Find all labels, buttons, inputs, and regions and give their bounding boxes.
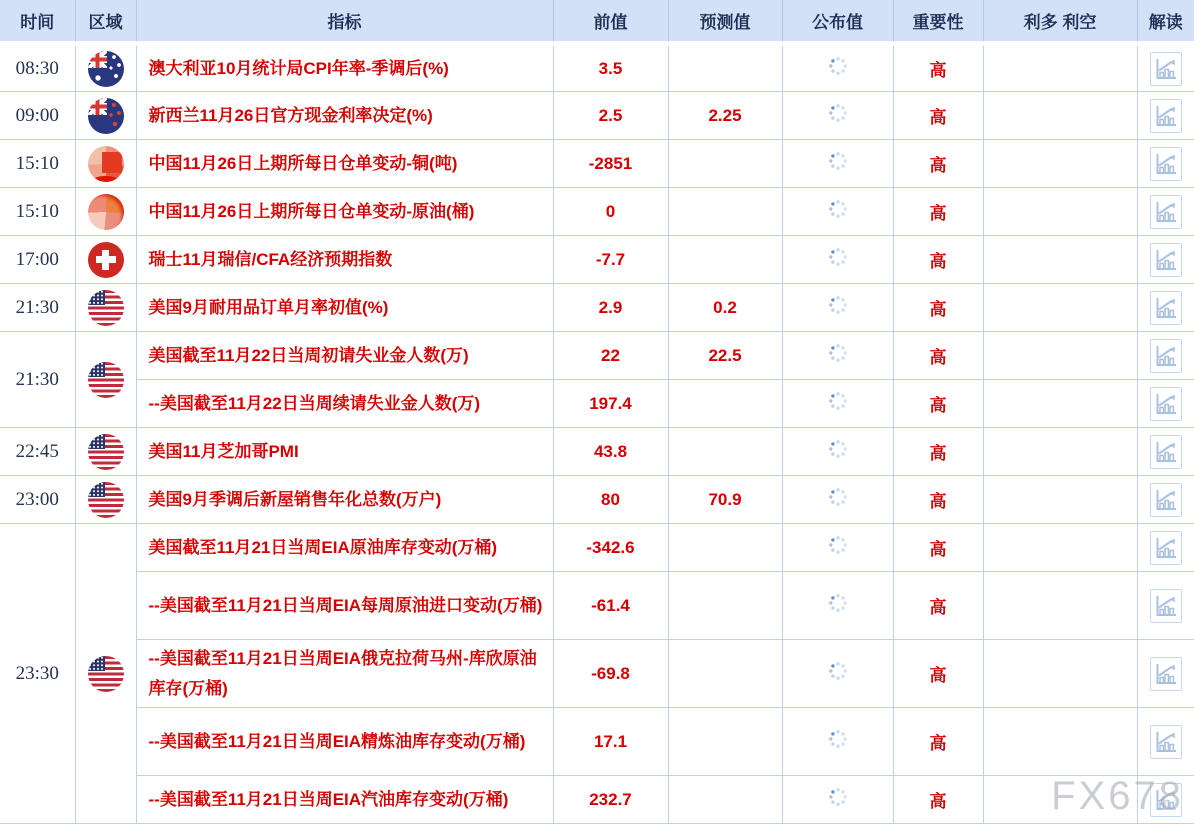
loading-spinner-icon — [828, 295, 848, 315]
bull-bear-cell — [983, 188, 1137, 236]
bull-bear-cell — [983, 524, 1137, 572]
bull-bear-cell — [983, 44, 1137, 92]
previous-value: 232.7 — [553, 776, 668, 824]
bar-chart-icon — [1154, 248, 1178, 272]
region-cell — [75, 428, 136, 476]
header-row — [0, 0, 1194, 44]
indicator-link[interactable]: 澳大利亚10月统计局CPI年率-季调后(%) — [148, 58, 449, 78]
bull-bear-cell — [983, 708, 1137, 776]
published-value-cell — [782, 284, 893, 332]
previous-value: 22 — [553, 332, 668, 380]
col-header-previous: 前值 — [553, 0, 668, 44]
interpret-cell — [1137, 188, 1194, 236]
region-cell — [75, 188, 136, 236]
forecast-value — [668, 776, 782, 824]
usa-flag-icon — [88, 290, 124, 326]
published-value-cell — [782, 640, 893, 708]
bar-chart-icon — [1154, 296, 1178, 320]
col-header-region: 区域 — [75, 0, 136, 44]
bar-chart-icon — [1154, 488, 1178, 512]
bar-chart-icon — [1154, 104, 1178, 128]
time-cell: 15:10 — [0, 140, 75, 188]
forecast-value — [668, 188, 782, 236]
table-row — [0, 188, 1194, 236]
previous-value: -61.4 — [553, 572, 668, 640]
bull-bear-cell — [983, 640, 1137, 708]
indicator-cell — [136, 776, 553, 824]
bull-bear-cell — [983, 284, 1137, 332]
previous-value: 0 — [553, 188, 668, 236]
previous-value: 2.5 — [553, 92, 668, 140]
indicator-link[interactable]: --美国截至11月21日当周EIA精炼油库存变动(万桶) — [148, 731, 526, 751]
previous-value: 3.5 — [553, 44, 668, 92]
time-cell: 23:00 — [0, 476, 75, 524]
chart-detail-button[interactable] — [1150, 291, 1182, 325]
chart-detail-button[interactable] — [1150, 589, 1182, 623]
forecast-value: 2.25 — [668, 92, 782, 140]
chart-detail-button[interactable] — [1150, 483, 1182, 517]
forecast-value — [668, 236, 782, 284]
time-cell: 21:30 — [0, 284, 75, 332]
forecast-value: 70.9 — [668, 476, 782, 524]
indicator-cell — [136, 44, 553, 92]
published-value-cell — [782, 236, 893, 284]
time-cell: 22:45 — [0, 428, 75, 476]
col-header-bull-bear: 利多 利空 — [983, 0, 1137, 44]
importance-value: 高 — [893, 44, 983, 92]
importance-value: 高 — [893, 188, 983, 236]
interpret-cell — [1137, 476, 1194, 524]
importance-value: 高 — [893, 380, 983, 428]
indicator-cell — [136, 572, 553, 640]
table-row — [0, 140, 1194, 188]
chart-detail-button[interactable] — [1150, 195, 1182, 229]
previous-value: -7.7 — [553, 236, 668, 284]
time-cell: 15:10 — [0, 188, 75, 236]
forecast-value — [668, 640, 782, 708]
table-row — [0, 524, 1194, 572]
indicator-link[interactable]: --美国截至11月22日当周续请失业金人数(万) — [148, 393, 481, 413]
bar-chart-icon — [1154, 662, 1178, 686]
table-row — [0, 284, 1194, 332]
indicator-cell — [136, 476, 553, 524]
new-zealand-flag-icon — [88, 98, 124, 134]
usa-flag-icon — [88, 362, 124, 398]
chart-detail-button[interactable] — [1150, 339, 1182, 373]
col-header-interpret: 解读 — [1137, 0, 1194, 44]
time-cell: 08:30 — [0, 44, 75, 92]
importance-value: 高 — [893, 524, 983, 572]
indicator-cell — [136, 188, 553, 236]
published-value-cell — [782, 476, 893, 524]
indicator-cell — [136, 640, 553, 708]
loading-spinner-icon — [828, 391, 848, 411]
indicator-link[interactable]: 美国截至11月22日当周初请失业金人数(万) — [148, 345, 469, 365]
forecast-value — [668, 572, 782, 640]
loading-spinner-icon — [828, 56, 848, 76]
importance-value: 高 — [893, 428, 983, 476]
col-header-published: 公布值 — [782, 0, 893, 44]
indicator-link[interactable]: 中国11月26日上期所每日仓单变动-铜(吨) — [148, 153, 458, 173]
importance-value: 高 — [893, 92, 983, 140]
bar-chart-icon — [1154, 730, 1178, 754]
indicator-link[interactable]: --美国截至11月21日当周EIA每周原油进口变动(万桶) — [148, 595, 543, 615]
interpret-cell — [1137, 524, 1194, 572]
indicator-cell — [136, 92, 553, 140]
loading-spinner-icon — [828, 199, 848, 219]
chart-detail-button[interactable] — [1150, 435, 1182, 469]
importance-value: 高 — [893, 284, 983, 332]
published-value-cell — [782, 44, 893, 92]
indicator-link[interactable]: --美国截至11月21日当周EIA俄克拉荷马州-库欣原油库存(万桶) — [148, 648, 537, 698]
published-value-cell — [782, 428, 893, 476]
bull-bear-cell — [983, 332, 1137, 380]
col-header-time: 时间 — [0, 0, 75, 44]
loading-spinner-icon — [828, 661, 848, 681]
table-row — [0, 380, 1194, 428]
interpret-cell — [1137, 140, 1194, 188]
forecast-value: 22.5 — [668, 332, 782, 380]
australia-flag-icon — [88, 51, 124, 87]
loading-spinner-icon — [828, 487, 848, 507]
importance-value: 高 — [893, 640, 983, 708]
indicator-cell — [136, 140, 553, 188]
chart-detail-button[interactable] — [1150, 243, 1182, 277]
indicator-link[interactable]: 中国11月26日上期所每日仓单变动-原油(桶) — [148, 201, 475, 221]
loading-spinner-icon — [828, 343, 848, 363]
previous-value: -342.6 — [553, 524, 668, 572]
usa-flag-icon — [88, 656, 124, 692]
indicator-link[interactable]: 新西兰11月26日官方现金利率决定(%) — [148, 105, 433, 125]
indicator-cell — [136, 332, 553, 380]
region-cell — [75, 92, 136, 140]
chart-detail-button[interactable] — [1150, 99, 1182, 133]
indicator-link[interactable]: 美国11月芝加哥PMI — [148, 441, 299, 461]
indicator-link[interactable]: 瑞士11月瑞信/CFA经济预期指数 — [148, 249, 393, 269]
indicator-cell — [136, 708, 553, 776]
time-cell: 17:00 — [0, 236, 75, 284]
bar-chart-icon — [1154, 392, 1178, 416]
region-cell — [75, 332, 136, 428]
chart-detail-button[interactable] — [1150, 387, 1182, 421]
time-cell: 21:30 — [0, 332, 75, 428]
interpret-cell — [1137, 44, 1194, 92]
interpret-cell — [1137, 640, 1194, 708]
published-value-cell — [782, 776, 893, 824]
region-cell — [75, 284, 136, 332]
forecast-value — [668, 708, 782, 776]
col-header-importance: 重要性 — [893, 0, 983, 44]
previous-value: 80 — [553, 476, 668, 524]
fx678-watermark: FX678 — [1051, 774, 1184, 818]
table-row — [0, 476, 1194, 524]
bull-bear-cell — [983, 140, 1137, 188]
interpret-cell — [1137, 380, 1194, 428]
interpret-cell — [1137, 572, 1194, 640]
bar-chart-icon — [1154, 440, 1178, 464]
time-cell: 23:30 — [0, 524, 75, 824]
published-value-cell — [782, 188, 893, 236]
indicator-cell — [136, 284, 553, 332]
interpret-cell — [1137, 284, 1194, 332]
indicator-link[interactable]: 美国9月耐用品订单月率初值(%) — [148, 297, 389, 317]
previous-value: 197.4 — [553, 380, 668, 428]
region-cell — [75, 524, 136, 824]
previous-value: -2851 — [553, 140, 668, 188]
chart-detail-button[interactable] — [1150, 657, 1182, 691]
indicator-cell — [136, 428, 553, 476]
chart-detail-button[interactable] — [1150, 52, 1182, 86]
bar-chart-icon — [1154, 536, 1178, 560]
loading-spinner-icon — [828, 593, 848, 613]
switzerland-flag-icon — [88, 242, 124, 278]
interpret-cell — [1137, 428, 1194, 476]
importance-value: 高 — [893, 476, 983, 524]
table-row — [0, 236, 1194, 284]
forecast-value — [668, 44, 782, 92]
bull-bear-cell — [983, 572, 1137, 640]
loading-spinner-icon — [828, 535, 848, 555]
region-cell — [75, 140, 136, 188]
importance-value: 高 — [893, 776, 983, 824]
table-row — [0, 640, 1194, 708]
importance-value: 高 — [893, 572, 983, 640]
forecast-value — [668, 380, 782, 428]
previous-value: 17.1 — [553, 708, 668, 776]
bar-chart-icon — [1154, 200, 1178, 224]
published-value-cell — [782, 140, 893, 188]
published-value-cell — [782, 332, 893, 380]
published-value-cell — [782, 572, 893, 640]
previous-value: 2.9 — [553, 284, 668, 332]
importance-value: 高 — [893, 140, 983, 188]
forecast-value — [668, 428, 782, 476]
table-row — [0, 572, 1194, 640]
chart-detail-button[interactable] — [1150, 147, 1182, 181]
loading-spinner-icon — [828, 103, 848, 123]
published-value-cell — [782, 708, 893, 776]
forecast-value — [668, 524, 782, 572]
indicator-cell — [136, 236, 553, 284]
region-cell — [75, 44, 136, 92]
time-cell: 09:00 — [0, 92, 75, 140]
region-cell — [75, 236, 136, 284]
table-row — [0, 92, 1194, 140]
bar-chart-icon — [1154, 152, 1178, 176]
usa-flag-icon — [88, 482, 124, 518]
table-row — [0, 776, 1194, 824]
interpret-cell — [1137, 708, 1194, 776]
previous-value: -69.8 — [553, 640, 668, 708]
published-value-cell — [782, 92, 893, 140]
loading-spinner-icon — [828, 151, 848, 171]
interpret-cell — [1137, 92, 1194, 140]
table-row — [0, 708, 1194, 776]
col-header-forecast: 预测值 — [668, 0, 782, 44]
bar-chart-icon — [1154, 344, 1178, 368]
loading-spinner-icon — [828, 787, 848, 807]
forecast-value: 0.2 — [668, 284, 782, 332]
bar-chart-icon — [1154, 57, 1178, 81]
table-row — [0, 428, 1194, 476]
region-cell — [75, 476, 136, 524]
indicator-link[interactable]: --美国截至11月21日当周EIA汽油库存变动(万桶) — [148, 789, 509, 809]
bull-bear-cell — [983, 92, 1137, 140]
indicator-cell — [136, 524, 553, 572]
chart-detail-button[interactable] — [1150, 725, 1182, 759]
col-header-indicator: 指标 — [136, 0, 553, 44]
previous-value: 43.8 — [553, 428, 668, 476]
bull-bear-cell — [983, 380, 1137, 428]
chart-detail-button[interactable] — [1150, 531, 1182, 565]
importance-value: 高 — [893, 332, 983, 380]
interpret-cell — [1137, 332, 1194, 380]
published-value-cell — [782, 524, 893, 572]
importance-value: 高 — [893, 708, 983, 776]
loading-spinner-icon — [828, 247, 848, 267]
loading-spinner-icon — [828, 439, 848, 459]
indicator-cell — [136, 380, 553, 428]
china-copper-flag-icon — [88, 146, 124, 182]
forecast-value — [668, 140, 782, 188]
table-row — [0, 332, 1194, 380]
interpret-cell — [1137, 236, 1194, 284]
china-crude-flag-icon — [88, 194, 124, 230]
bull-bear-cell — [983, 236, 1137, 284]
indicator-link[interactable]: 美国截至11月21日当周EIA原油库存变动(万桶) — [148, 537, 498, 557]
bull-bear-cell — [983, 476, 1137, 524]
loading-spinner-icon — [828, 729, 848, 749]
importance-value: 高 — [893, 236, 983, 284]
bar-chart-icon — [1154, 594, 1178, 618]
table-row — [0, 44, 1194, 92]
indicator-link[interactable]: 美国9月季调后新屋销售年化总数(万户) — [148, 489, 442, 509]
usa-flag-icon — [88, 434, 124, 470]
bull-bear-cell — [983, 428, 1137, 476]
published-value-cell — [782, 380, 893, 428]
